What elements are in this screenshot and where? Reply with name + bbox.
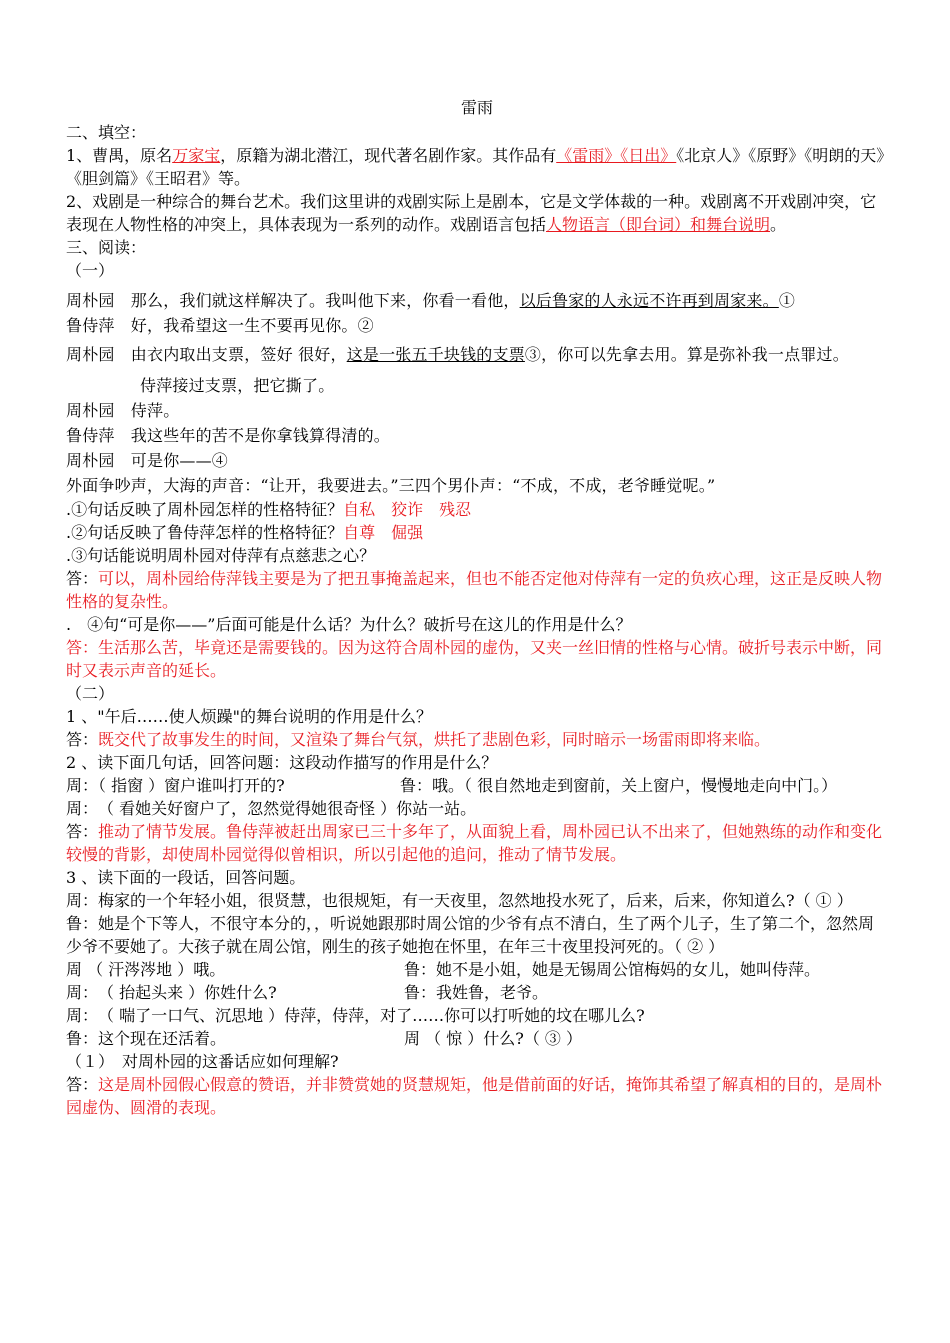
part2-a1 <box>66 728 888 751</box>
part1-a3-label: 答： <box>66 569 99 588</box>
dialogue-1 <box>66 774 888 797</box>
part1-q1-question: .①句话反映了周朴园怎样的性格特征？ <box>66 500 344 519</box>
script-line-1a: 周朴园 那么，我们就这样解决了。我叫他下来，你看一看他， <box>66 291 520 310</box>
doc-title: 雷雨 <box>460 98 493 117</box>
script-line-1b: ① <box>778 291 796 310</box>
script-line-2: 鲁侍萍 好，我希望这一生不要再见你。② <box>66 316 374 335</box>
fill-q2-answer: 人物语言（即台词）和舞台说明 <box>546 215 771 234</box>
part1-q4: . ④句“可是你——”后面可能是什么话？为什么？破折号在这儿的作用是什么？ <box>66 615 632 634</box>
dialogue-6 <box>66 981 888 1004</box>
dialogue-8 <box>66 1027 888 1050</box>
script-line-3b: ③，你可以先拿去用。算是弥补我一点罪过。 <box>524 345 849 364</box>
part1-q1 <box>66 498 888 521</box>
fill-q1-b: ，原籍为湖北潜江，现代著名剧作家。其作品有 <box>220 146 557 165</box>
fill-q1-c: 《北京人》《原野》《明朗的天》《胆剑篇》《王昭君》等。 <box>66 146 885 188</box>
part1-q2-answer: 自尊 倔强 <box>343 523 424 542</box>
script-line-1 <box>66 288 888 313</box>
dialogue-5a: 周 （ 汗涔涔地 ）哦。 <box>66 960 226 979</box>
script-line-1-underlined: 以后鲁家的人永远不许再到周家来。 <box>519 291 779 310</box>
part2-a2-text: 推动了情节发展。鲁侍萍被赶出周家已三十多年了，从面貌上看，周朴园已认不出来了，但她熟练的动作和变化较慢的背影，却使周朴园觉得似曾相识，所以引起他的追问，推动了情节发展。 <box>66 822 883 864</box>
part1-q3: .③句话能说明周朴园对侍萍有点慈悲之心？ <box>66 546 376 565</box>
dialogue-3: 周：梅家的一个年轻小姐，很贤慧，也很规矩，有一天夜里，忽然地投水死了，后来，后来，你知道么?（ ① ） <box>66 891 853 910</box>
dialogue-4: 鲁：她是个下等人，不很守本分的，，听说她跟那时周公馆的少爷有点不清白，生了两个儿子，生了第二个，忽然周少爷不要她了。大孩子就在周公馆，刚生的孩子她抱在怀里，在年三十夜里投河死的。（ ② ） <box>66 914 875 956</box>
part1-label: （一） <box>66 261 115 280</box>
fill-q2 <box>66 190 888 236</box>
section2-heading: 二、填空： <box>66 123 147 142</box>
part2-a4-label: 答： <box>66 1075 99 1094</box>
document <box>66 96 888 1119</box>
script-line-3 <box>66 342 888 367</box>
dialogue-7: 周： （ 喘了一口气、沉思地 ）侍萍，侍萍，对了……你可以打听她的坟在哪儿么? <box>66 1006 645 1025</box>
dialogue-2: 周： （ 看她关好窗户了，忽然觉得她很奇怪 ）你站一站。 <box>66 799 477 818</box>
dialogue-6a: 周： （ 抬起头来 ）你姓什么? <box>66 983 277 1002</box>
fill-q1 <box>66 144 888 190</box>
script-line-3a: 周朴园 由衣内取出支票，签好 很好， <box>66 345 347 364</box>
fill-q1-a: 1、曹禺，原名 <box>66 146 173 165</box>
part2-q1: 1 、"午后……使人烦躁"的舞台说明的作用是什么？ <box>66 707 432 726</box>
fill-q2-a: 2、戏剧是一种综合的舞台艺术。我们这里讲的戏剧实际上是剧本，它是文学体裁的一种。戏剧离不开戏剧冲突，它表现在人物性格的冲突上，具体表现为一系列的动作。戏剧语言包括 <box>66 192 877 234</box>
part2-a2 <box>66 820 888 866</box>
part2-label: （二） <box>66 684 115 703</box>
dialogue-8b: 周 （ 惊 ）什么?（ ③ ） <box>404 1029 583 1048</box>
part2-a4 <box>66 1073 888 1119</box>
part1-a3-text: 可以，周朴园给侍萍钱主要是为了把丑事掩盖起来，但也不能否定他对侍萍有一定的负疚心理，这正是反映人物性格的复杂性。 <box>66 569 883 611</box>
dialogue-8a: 鲁：这个现在还活着。 <box>66 1029 227 1048</box>
part2-a2-label: 答： <box>66 822 99 841</box>
part1-a3 <box>66 567 888 613</box>
fill-q2-b: 。 <box>770 215 787 234</box>
part1-q2 <box>66 521 888 544</box>
part1-a4: 答：生活那么苦，毕竟还是需要钱的。因为这符合周朴园的虚伪，又夹一丝旧情的性格与心情。破折号表示中断，同时又表示声音的延长。 <box>66 638 883 680</box>
part2-q3: 3 、读下面的一段话，回答问题。 <box>66 868 306 887</box>
part1-q1-answer: 自私 狡诈 残忍 <box>343 500 472 519</box>
part2-a1-text: 既交代了故事发生的时间，又渲染了舞台气氛，烘托了悲剧色彩，同时暗示一场雷雨即将来临。 <box>98 730 771 749</box>
part2-a1-label: 答： <box>66 730 99 749</box>
script-line-5: 周朴园 侍萍。 <box>66 401 180 420</box>
dialogue-1a: 周：（ 指窗 ）窗户谁叫打开的? <box>66 776 285 795</box>
part1-q2-question: .②句话反映了鲁侍萍怎样的性格特征？ <box>66 523 344 542</box>
section3-heading: 三、阅读： <box>66 238 147 257</box>
dialogue-6b: 鲁：我姓鲁，老爷。 <box>404 983 549 1002</box>
dialogue-5b: 鲁：她不是小姐，她是无锡周公馆梅妈的女儿，她叫侍萍。 <box>404 960 821 979</box>
dialogue-1b: 鲁：哦。（ 很自然地走到窗前，关上窗户，慢慢地走向中门。） <box>400 776 838 795</box>
part2-q4: （１） 对周朴园的这番话应如何理解? <box>66 1052 339 1071</box>
part2-a4-text: 这是周朴园假心假意的赞语，并非赞赏她的贤慧规矩，他是借前面的好话，掩饰其希望了解真相的目的，是周朴园虚伪、圆滑的表现。 <box>66 1075 883 1117</box>
fill-q1-answer2: 《雷雨》《日出》 <box>556 146 677 165</box>
dialogue-5 <box>66 958 888 981</box>
script-line-7: 周朴园 可是你——④ <box>66 451 229 470</box>
script-line-4: 侍萍接过支票，把它撕了。 <box>140 376 335 395</box>
script-line-3-underlined: 这是一张五千块钱的支票 <box>346 345 525 364</box>
fill-q1-answer1: 万家宝 <box>172 146 221 165</box>
part2-q2: 2 、读下面几句话，回答问题：这段动作描写的作用是什么？ <box>66 753 498 772</box>
script-line-6: 鲁侍萍 我这些年的苦不是你拿钱算得清的。 <box>66 426 391 445</box>
script-line-8: 外面争吵声，大海的声音：“让开，我要进去。”三四个男仆声：“不成，不成，老爷睡觉呢。” <box>66 476 716 495</box>
